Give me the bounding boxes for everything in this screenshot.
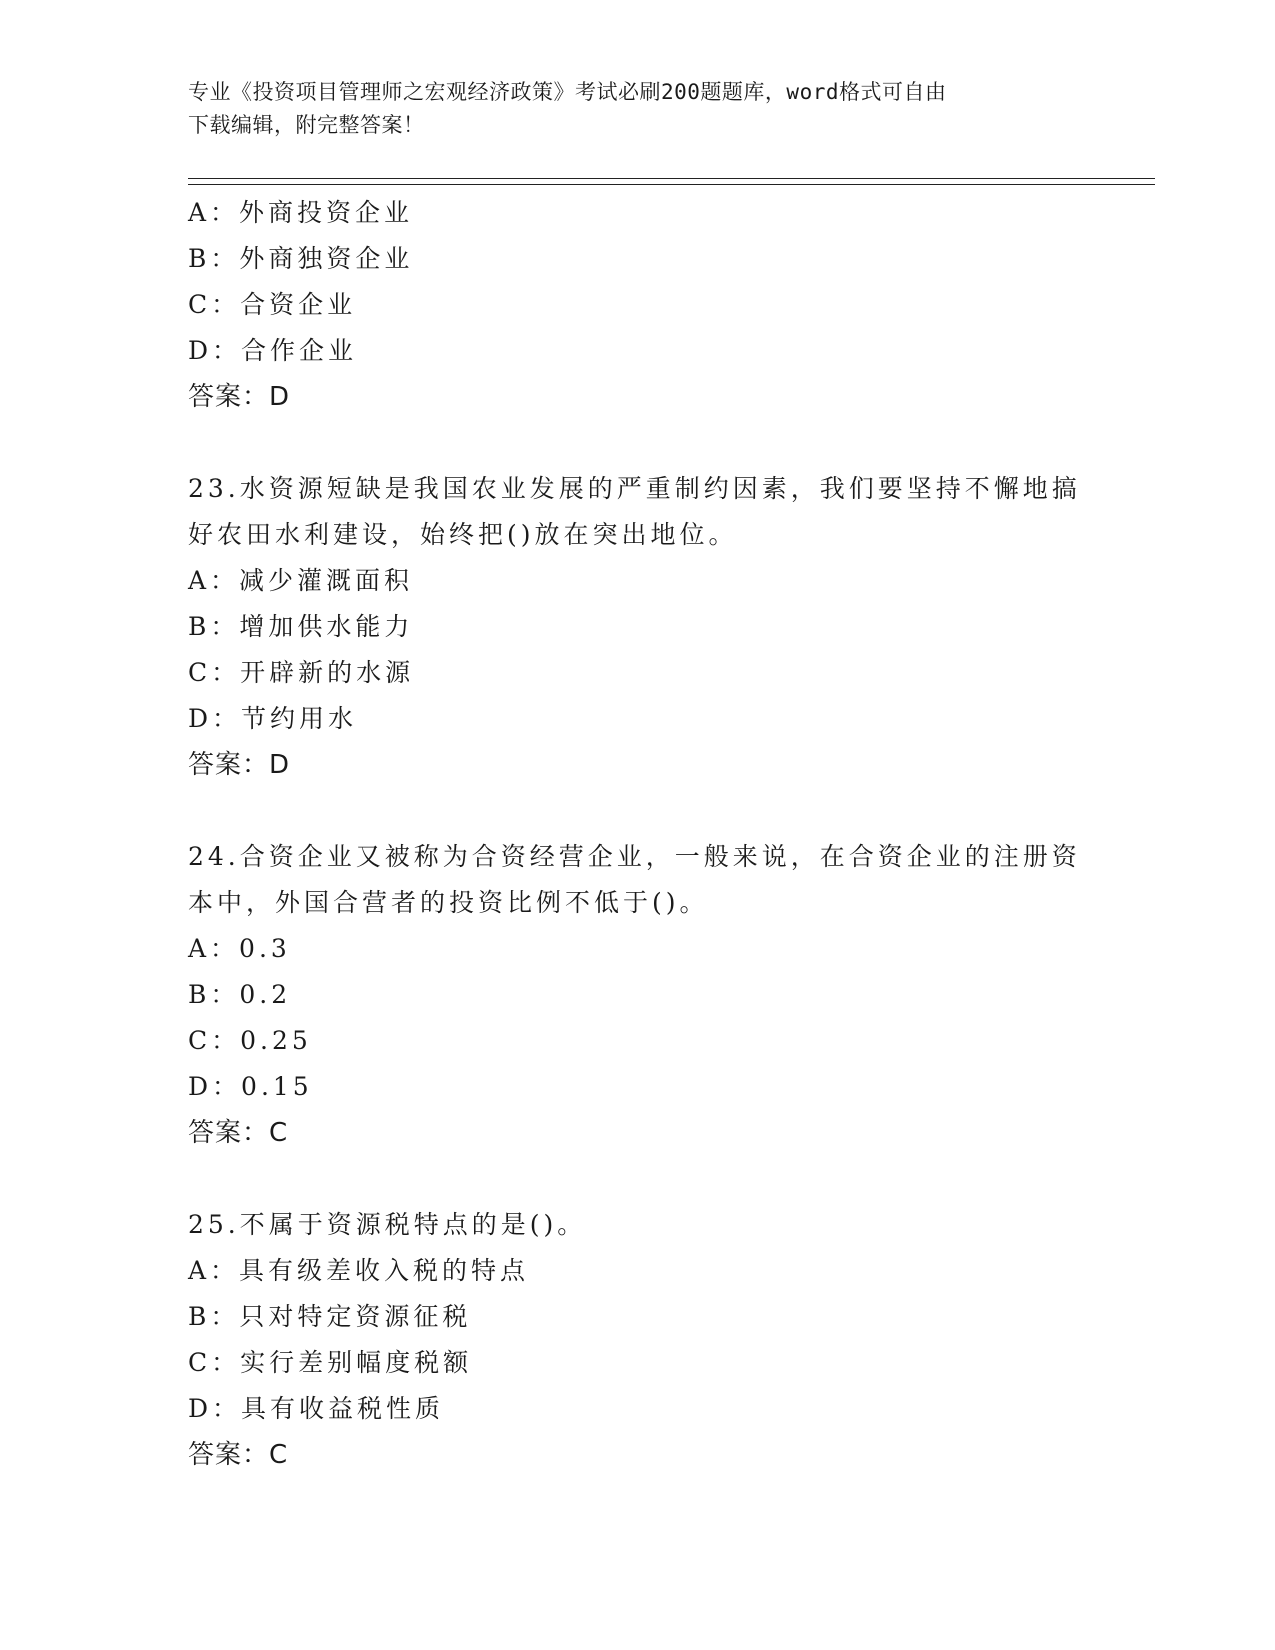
question-stem-line-2: 好农田水利建设，始终把()放在突出地位。 bbox=[188, 520, 738, 549]
option-b: B：外商独资企业 bbox=[188, 244, 414, 273]
question-stem-line-1: 25.不属于资源税特点的是()。 bbox=[188, 1210, 587, 1239]
option-b: B：0.2 bbox=[188, 980, 292, 1009]
question-stem-line-1: 23.水资源短缺是我国农业发展的严重制约因素，我们要坚持不懈地搞 bbox=[188, 474, 1081, 503]
header-line-1: 专业《投资项目管理师之宏观经济政策》考试必刷200题题库，word格式可自由 bbox=[188, 80, 947, 104]
document-body bbox=[188, 190, 1088, 1478]
option-a: A：外商投资企业 bbox=[188, 198, 414, 227]
header-line-2: 下载编辑，附完整答案！ bbox=[188, 113, 425, 137]
option-d: D：合作企业 bbox=[188, 336, 358, 365]
option-a: A：具有级差收入税的特点 bbox=[188, 1256, 530, 1285]
option-c: C：实行差别幅度税额 bbox=[188, 1348, 473, 1377]
option-d: D：0.15 bbox=[188, 1072, 313, 1101]
answer-line: 答案：C bbox=[188, 1440, 289, 1470]
question-25-block bbox=[188, 1202, 1088, 1478]
option-a: A：减少灌溉面积 bbox=[188, 566, 414, 595]
question-23-block bbox=[188, 466, 1088, 788]
option-c: C：合资企业 bbox=[188, 290, 357, 319]
answer-line: 答案：C bbox=[188, 1118, 289, 1148]
option-d: D：节约用水 bbox=[188, 704, 358, 733]
question-stem-line-2: 本中，外国合营者的投资比例不低于()。 bbox=[188, 888, 709, 917]
option-b: B：只对特定资源征税 bbox=[188, 1302, 472, 1331]
answer-line: 答案：D bbox=[188, 382, 291, 412]
header-rule-top bbox=[188, 178, 1155, 179]
answer-line: 答案：D bbox=[188, 750, 291, 780]
option-c: C：开辟新的水源 bbox=[188, 658, 415, 687]
option-a: A：0.3 bbox=[188, 934, 291, 963]
question-24-block bbox=[188, 834, 1088, 1156]
option-d: D：具有收益税性质 bbox=[188, 1394, 445, 1423]
option-b: B：增加供水能力 bbox=[188, 612, 414, 641]
header-rule-bottom bbox=[188, 184, 1155, 185]
document-header bbox=[188, 76, 1068, 142]
question-stem-line-1: 24.合资企业又被称为合资经营企业，一般来说，在合资企业的注册资 bbox=[188, 842, 1081, 871]
question-22-block bbox=[188, 190, 1088, 420]
option-c: C：0.25 bbox=[188, 1026, 312, 1055]
